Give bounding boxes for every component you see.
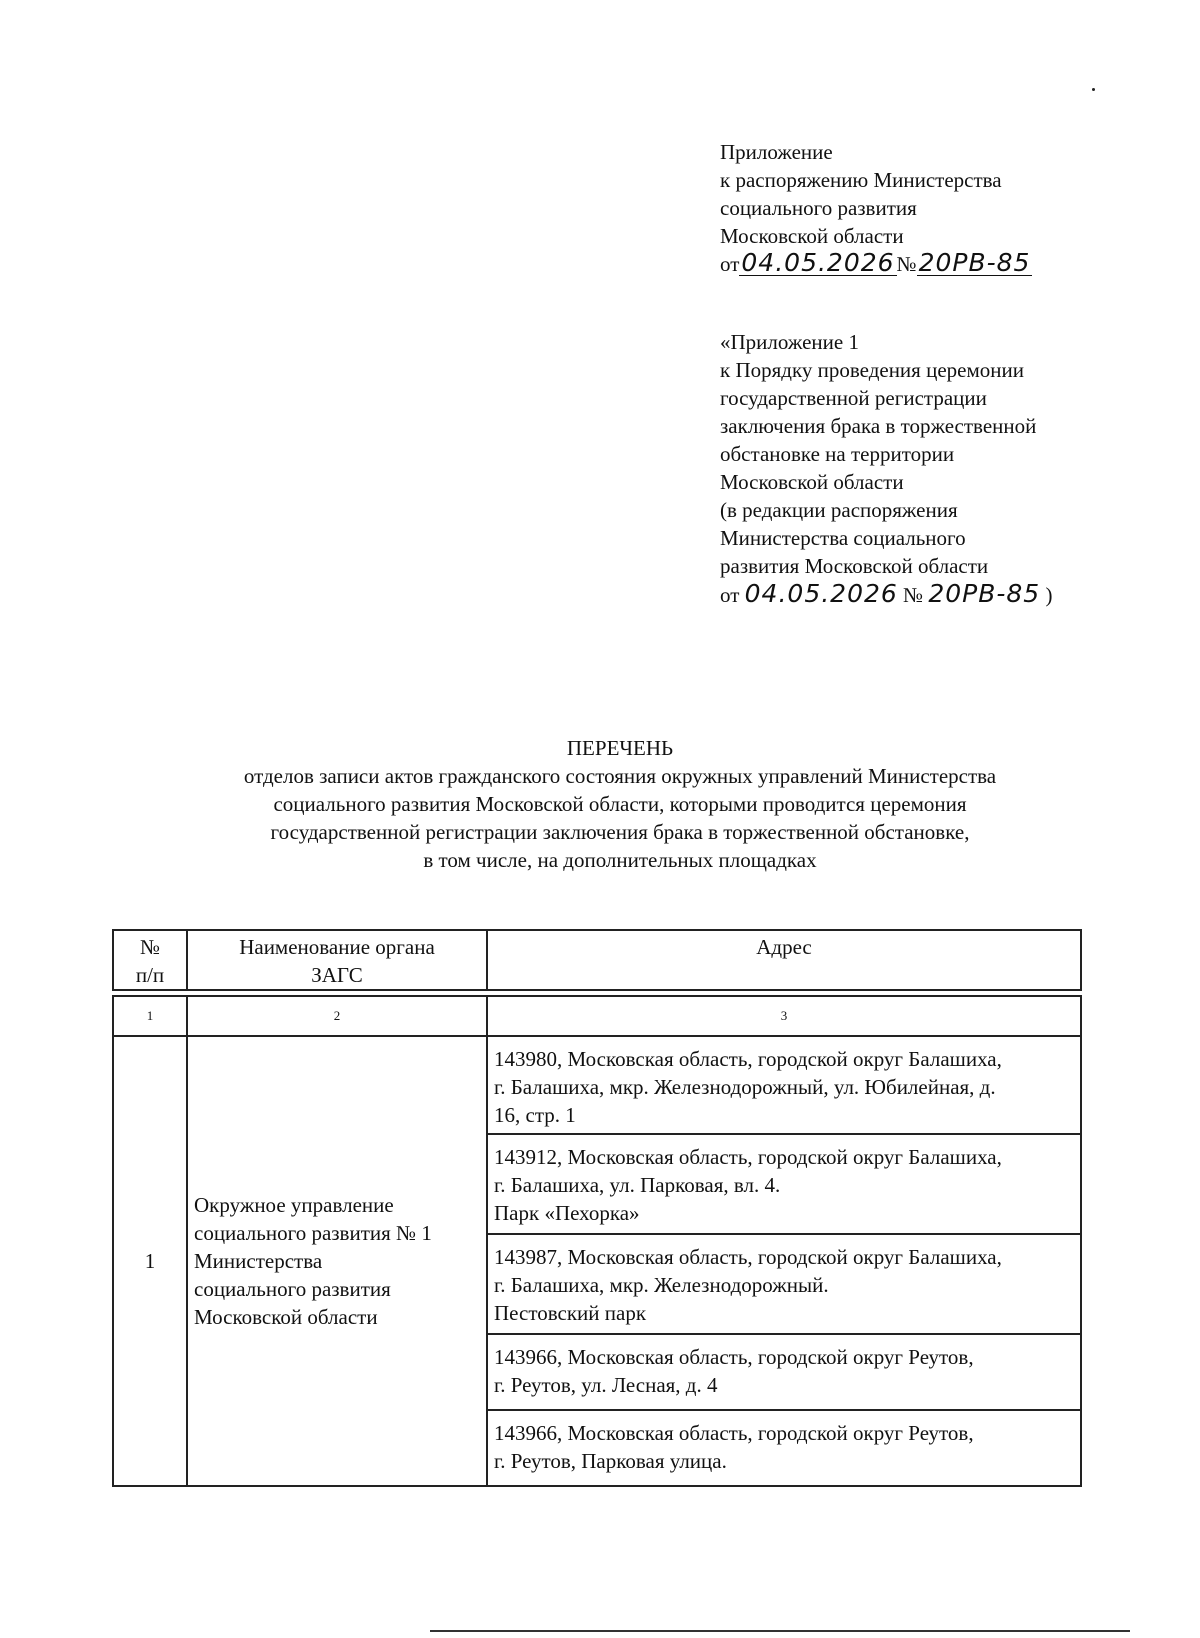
page-bottom-rule bbox=[430, 1630, 1130, 1632]
address-line: Парк «Пехорка» bbox=[494, 1201, 640, 1225]
address-line: г. Балашиха, мкр. Железнодорожный, ул. Юбилейная, д. bbox=[494, 1075, 996, 1099]
header-cell-name bbox=[187, 930, 487, 990]
address-line: 143912, Московская область, городской округ Балашиха, bbox=[494, 1145, 1002, 1169]
header-text: № bbox=[139, 935, 161, 959]
title-heading: ПЕРЕЧЕНЬ bbox=[566, 736, 674, 760]
address-cell bbox=[487, 1036, 1081, 1134]
header-line: Московской области bbox=[720, 224, 904, 248]
handwritten-date: 04.05.2026 bbox=[741, 248, 895, 277]
header-date-line bbox=[720, 250, 1032, 278]
header-line: к распоряжению Министерства bbox=[720, 168, 1002, 192]
handwritten-date: 04.05.2026 bbox=[744, 579, 898, 608]
document-title bbox=[0, 734, 1200, 874]
header-line: Приложение bbox=[720, 140, 833, 164]
name-line: социального развития bbox=[194, 1277, 391, 1301]
address-line: г. Балашиха, мкр. Железнодорожный. bbox=[494, 1273, 829, 1297]
address-cell bbox=[487, 1410, 1081, 1486]
title-line: государственной регистрации заключения брака в торжественной обстановке, bbox=[270, 820, 970, 844]
table-body bbox=[112, 995, 1082, 1487]
name-line: социального развития № 1 bbox=[194, 1221, 432, 1245]
column-number-row bbox=[113, 996, 1081, 1036]
number-sign: № bbox=[896, 252, 917, 276]
header-cell-number bbox=[113, 930, 187, 990]
address-cell bbox=[487, 1234, 1081, 1334]
address-line: г. Реутов, ул. Лесная, д. 4 bbox=[494, 1373, 718, 1397]
annex-line: развития Московской области bbox=[720, 554, 989, 578]
date-prefix: от bbox=[720, 252, 740, 276]
table-header bbox=[112, 929, 1082, 991]
address-line: 143966, Московская область, городской округ Реутов, bbox=[494, 1421, 974, 1445]
annex-line: государственной регистрации bbox=[720, 386, 987, 410]
header-line: социального развития bbox=[720, 196, 917, 220]
header-text: ЗАГС bbox=[311, 963, 363, 987]
header-text: п/п bbox=[135, 963, 165, 987]
number-sign: № bbox=[903, 583, 924, 607]
registry-office-name bbox=[187, 1036, 487, 1486]
annex-line: обстановке на территории bbox=[720, 442, 955, 466]
annex-line: «Приложение 1 bbox=[720, 330, 859, 354]
address-line: 143980, Московская область, городской округ Балашиха, bbox=[494, 1047, 1002, 1071]
title-line: отделов записи актов гражданского состояния окружных управлений Министерства bbox=[243, 764, 997, 788]
annex-line: заключения брака в торжественной bbox=[720, 414, 1037, 438]
address-cell bbox=[487, 1134, 1081, 1234]
address-cell bbox=[487, 1334, 1081, 1410]
name-line: Министерства bbox=[194, 1249, 323, 1273]
title-line: в том числе, на дополнительных площадках bbox=[423, 848, 817, 872]
handwritten-number: 20РВ-85 bbox=[918, 248, 1031, 277]
handwritten-number: 20РВ-85 bbox=[928, 579, 1041, 608]
address-line: г. Балашиха, ул. Парковая, вл. 4. bbox=[494, 1173, 781, 1197]
header-text: Наименование органа bbox=[239, 935, 435, 959]
name-line: Московской области bbox=[194, 1305, 378, 1329]
date-prefix: от bbox=[720, 583, 740, 607]
annex-header bbox=[720, 328, 1052, 609]
name-line: Окружное управление bbox=[194, 1193, 394, 1217]
address-line: 16, стр. 1 bbox=[494, 1103, 576, 1127]
row-number: 1 bbox=[113, 1036, 187, 1486]
annex-date-line bbox=[720, 580, 1052, 609]
table-row bbox=[113, 1036, 1081, 1134]
column-number: 2 bbox=[187, 996, 487, 1036]
column-number: 1 bbox=[113, 996, 187, 1036]
address-line: Пестовский парк bbox=[494, 1301, 647, 1325]
column-number: 3 bbox=[487, 996, 1081, 1036]
annex-line: (в редакции распоряжения bbox=[720, 498, 958, 522]
closing-paren: ) bbox=[1045, 583, 1053, 607]
header-cell-address: Адрес bbox=[487, 930, 1081, 990]
annex-line: к Порядку проведения церемонии bbox=[720, 358, 1024, 382]
approval-header bbox=[720, 138, 1032, 278]
annex-line: Министерства социального bbox=[720, 526, 966, 550]
address-line: г. Реутов, Парковая улица. bbox=[494, 1449, 727, 1473]
address-line: 143987, Московская область, городской округ Балашиха, bbox=[494, 1245, 1002, 1269]
address-line: 143966, Московская область, городской округ Реутов, bbox=[494, 1345, 974, 1369]
annex-line: Московской области bbox=[720, 470, 904, 494]
title-line: социального развития Московской области, которыми проводится церемония bbox=[273, 792, 967, 816]
scan-speck bbox=[1092, 88, 1095, 91]
